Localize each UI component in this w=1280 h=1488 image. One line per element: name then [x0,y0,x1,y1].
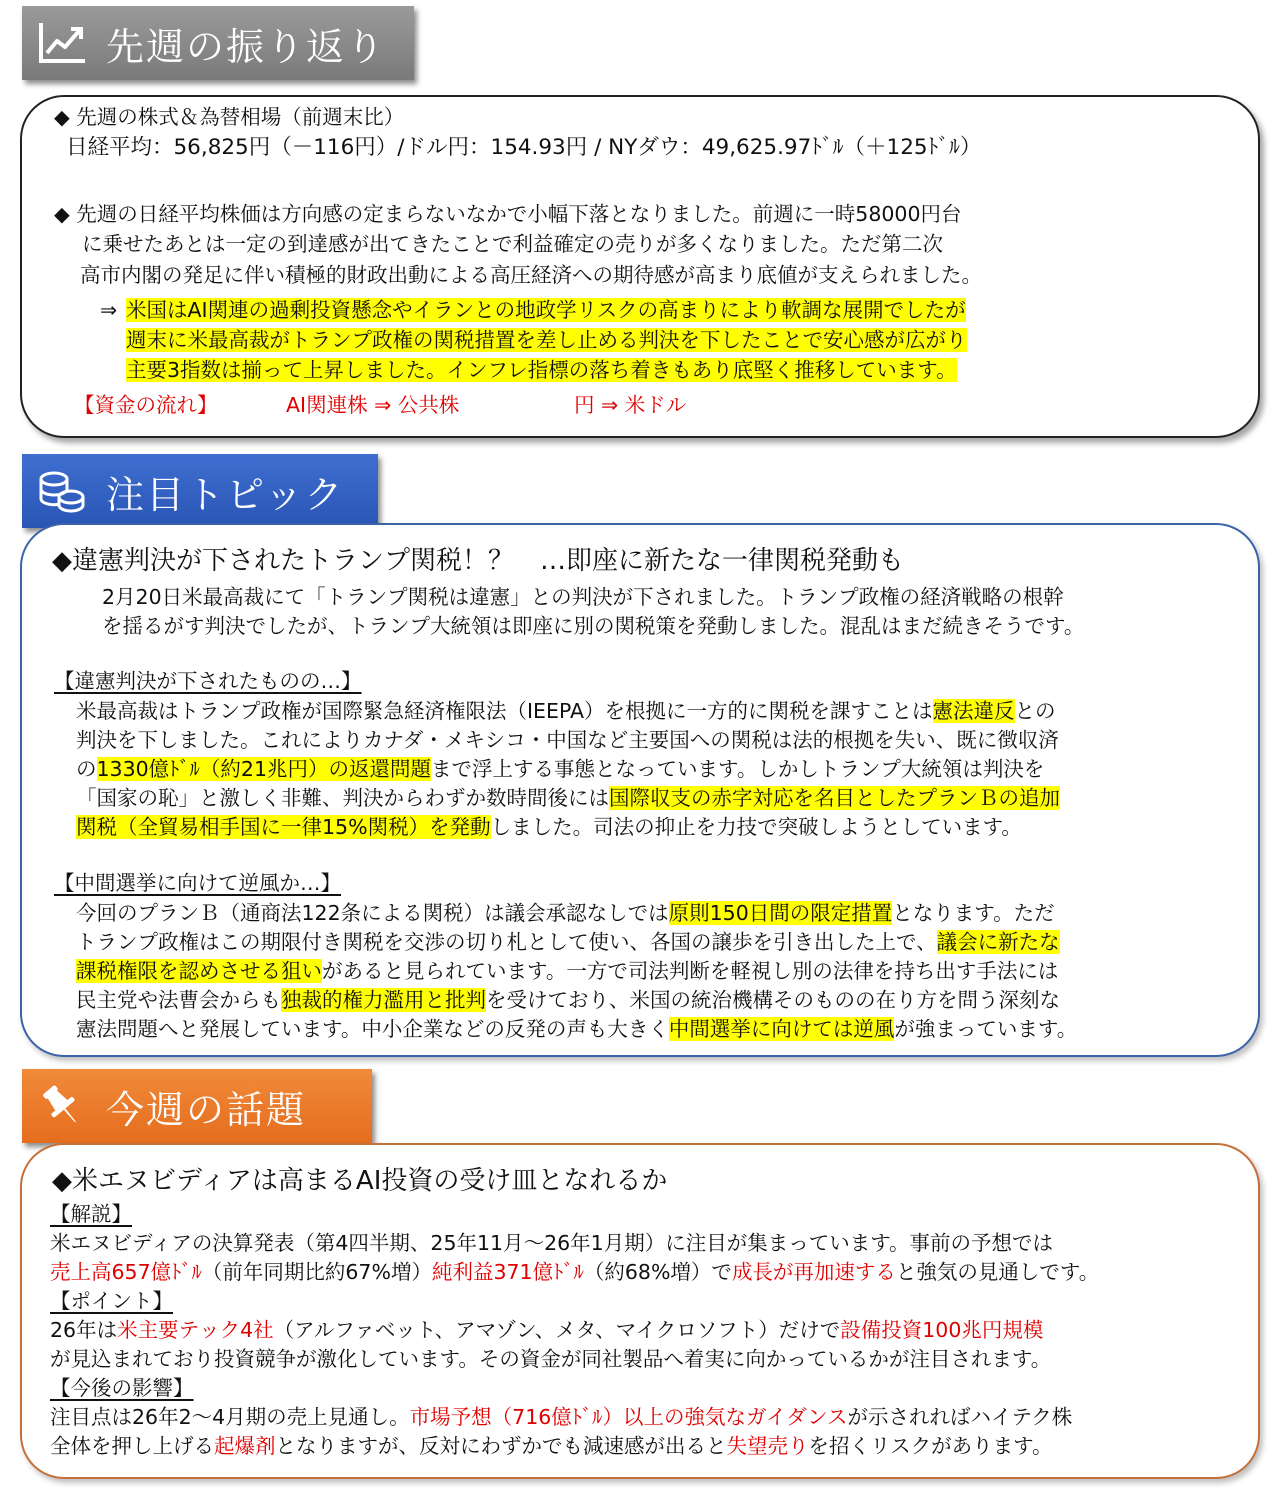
highlight-text: 関税（全貿易相手国に一律15%関税）を発動 [76,815,491,839]
market-values: 日経平均：56,825円（－116円）/ドル円：154.93円 / NYダウ：49,625.97ﾄﾞﾙ（＋125ﾄﾞﾙ） [66,135,982,160]
arrow-symbol: ⇒ [100,298,118,322]
subheading: 【今後の影響】 [50,1376,194,1400]
coins-icon [34,467,90,515]
subheading: 【解説】 [50,1202,132,1226]
body-text: が示されればハイテク株 [847,1405,1073,1429]
body-text: 判決を下しました。これによりカナダ・メキシコ・中国など主要国への関税は法的根拠を失い、既に徴収済 [76,728,1059,752]
body-text: があると見られています。一方で司法判断を軽視し別の法律を持ち出す手法には [322,959,1059,983]
body-text: 26年は [50,1318,118,1342]
highlight-text: 原則150日間の限定措置 [668,901,893,925]
body-text: 米エヌビディアの決算発表（第4四半期、25年11月～26年1月期）に注目が集まっています。事前の予想では [50,1231,1054,1255]
section-header-week [22,1069,372,1143]
body-text: （前年同期比約67%増） [201,1260,432,1284]
topic-title: ◆違憲判決が下されたトランプ関税！？ …即座に新たな一律関税発動も [52,546,904,576]
body-text: しました。司法の抑止を力技で突破しようとしています。 [490,815,1022,839]
section-title: 先週の振り返り [106,24,387,69]
section-header-review [22,6,414,80]
body-text: の [76,757,97,781]
highlight-text: 米国はAI関連の過剰投資懸念やイランとの地政学リスクの高まりにより軟調な展開でしたが [126,298,966,322]
red-emphasis: 成長が再加速する [731,1260,896,1284]
body-text: （約68%増）で [583,1260,732,1284]
line-chart-icon [34,19,90,67]
body-text: が見込まれており投資競争が激化しています。その資金が同社製品へ着実に向かっているかが注目されます。 [50,1347,1052,1371]
red-emphasis: 売上高657億ﾄﾞﾙ [50,1260,202,1284]
section-title: 今週の話題 [106,1087,307,1132]
week-box [20,1143,1260,1479]
money-flow-1: AI関連株 ⇒ 公共株 [286,393,460,417]
body-text: （アルファベット、アマゾン、メタ、マイクロソフト）だけで [273,1318,841,1342]
highlight-text: 主要3指数は揃って上昇しました。インフレ指標の落ち着きもあり底堅く推移しています。 [126,358,957,382]
subheading: 【中間選挙に向けて逆風か…】 [54,871,341,895]
body-text: 全体を押し上げる [50,1434,214,1458]
body-text: 民主党や法曹会からも [76,988,281,1012]
review-box [20,95,1260,438]
money-flow-label: 【資金の流れ】 [74,393,218,417]
review-line: に乗せたあとは一定の到達感が出てきたことで利益確定の売りが多くなりました。ただ第二次 [82,232,943,256]
week-title: ◆米エヌビディアは高まるAI投資の受け皿となれるか [52,1166,668,1196]
market-heading: ◆ 先週の株式＆為替相場（前週末比） [54,105,405,129]
highlight-text: 独裁的権力濫用と批判 [281,988,486,1012]
body-text: を受けており、米国の統治機構そのものの在り方を問う深刻な [486,988,1060,1012]
body-text: 今回のプランＢ（通商法122条による関税）は議会承認なしでは [76,901,669,925]
body-text: 注目点は26年2～4月期の売上見通し。 [50,1405,410,1429]
highlight-text: 週末に米最高裁がトランプ政権の関税措置を差し止める判決を下したことで安心感が広がり [126,328,967,352]
body-text: となります。ただ [892,901,1055,925]
red-emphasis: 米主要テック4社 [117,1318,274,1342]
body-text: まで浮上する事態となっています。しかしトランプ大統領は判決を [431,757,1045,781]
red-emphasis: 純利益371億ﾄﾞﾙ [431,1260,584,1284]
money-flow-2: 円 ⇒ 米ドル [574,393,687,417]
highlight-text: 国際収支の赤字対応を名目としたプランＢの追加 [609,786,1060,810]
subheading: 【ポイント】 [50,1289,173,1313]
red-emphasis: 失望売り [726,1434,809,1458]
red-emphasis: 起爆剤 [214,1434,276,1458]
red-emphasis: 市場予想（716億ﾄﾞﾙ）以上の強気なガイダンス [409,1405,848,1429]
body-text: と強気の見通しです。 [895,1260,1100,1284]
highlight-text: 課税権限を認めさせる狙い [76,959,322,983]
body-text: 「国家の恥」と激しく非難、判決からわずか数時間後には [76,786,609,810]
topic-intro-line: を揺るがす判決でしたが、トランプ大統領は即座に別の関税策を発動しました。混乱はまだ続きそうです。 [102,614,1085,638]
body-text: が強まっています。 [894,1017,1078,1041]
pushpin-icon [34,1082,90,1130]
review-line: ◆ 先週の日経平均株価は方向感の定まらないなかで小幅下落となりました。前週に一時58000円台 [54,202,962,226]
highlight-text: 中間選挙に向けては逆風 [668,1017,895,1041]
red-emphasis: 設備投資100兆円規模 [840,1318,1044,1342]
section-title: 注目トピック [106,472,345,517]
body-text: を招くリスクがあります。 [808,1434,1053,1458]
body-text: との [1014,699,1056,723]
highlight-text: 議会に新たな [936,930,1060,954]
highlight-text: 憲法違反 [932,699,1015,723]
body-text: 米最高裁はトランプ政権が国際緊急経済権限法（IEEPA）を根拠に一方的に関税を課すことは [76,699,933,723]
subheading: 【違憲判決が下されたものの…】 [54,669,362,693]
topic-intro-line: 2月20日米最高裁にて「トランプ関税は違憲」との判決が下されました。トランプ政権の経済戦略の根幹 [102,585,1064,609]
body-text: トランプ政権はこの期限付き関税を交渉の切り札として使い、各国の譲歩を引き出した上で、 [76,930,937,954]
body-text: となりますが、反対にわずかでも減速感が出ると [275,1434,727,1458]
topic-box [20,523,1260,1057]
body-text: 憲法問題へと発展しています。中小企業などの反発の声も大きく [76,1017,669,1041]
section-header-topic [22,454,378,528]
highlight-text: 1330億ﾄﾞﾙ（約21兆円）の返還問題 [96,757,432,781]
review-line: 高市内閣の発足に伴い積極的財政出動による高圧経済への期待感が高まり底値が支えられました。 [80,263,982,287]
